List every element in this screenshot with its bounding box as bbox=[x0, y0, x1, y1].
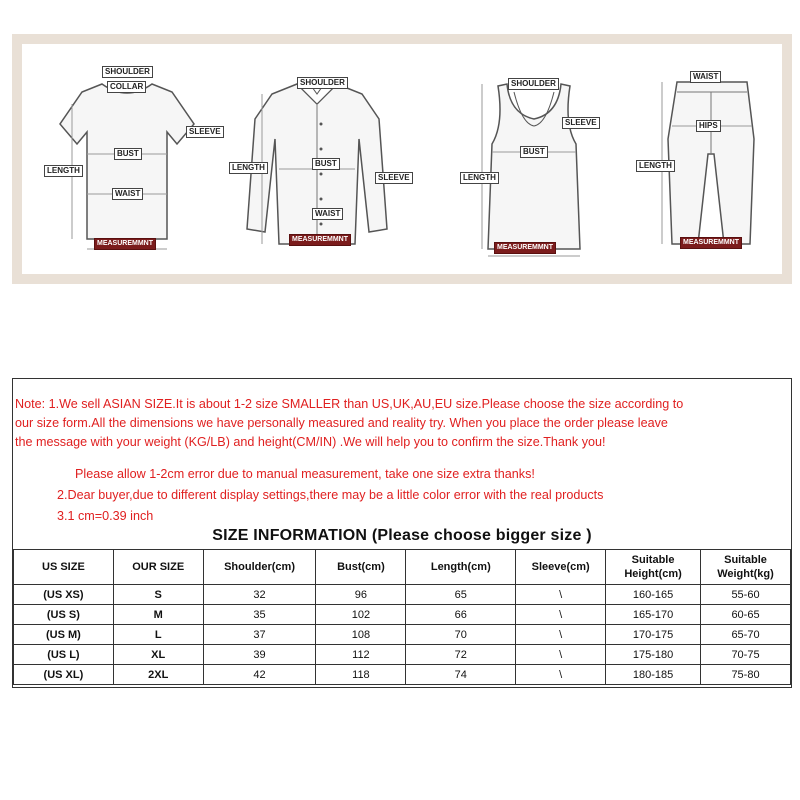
header-height-line1: Suitable bbox=[631, 554, 675, 566]
cell-us: (US XL) bbox=[14, 665, 114, 685]
header-height-line2: Height(cm) bbox=[624, 568, 682, 580]
label-waist: WAIST bbox=[112, 188, 143, 200]
label-waist: WAIST bbox=[312, 208, 343, 220]
label-measurement: MEASUREMMNT bbox=[680, 237, 742, 249]
cell-bust: 112 bbox=[316, 645, 406, 665]
cell-sleeve: \ bbox=[516, 645, 606, 665]
note-line-2: our size form.All the dimensions we have personally measured and reality try. When you place the order please leave bbox=[15, 416, 668, 430]
label-measurement: MEASUREMMNT bbox=[94, 238, 156, 250]
header-shoulder: Shoulder(cm) bbox=[203, 550, 316, 585]
table-row bbox=[14, 665, 791, 685]
cell-sleeve: \ bbox=[516, 665, 606, 685]
size-table-title: SIZE INFORMATION (Please choose bigger size ) bbox=[212, 527, 592, 544]
cell-us: (US S) bbox=[14, 605, 114, 625]
cell-height: 170-175 bbox=[606, 625, 701, 645]
note-line-1: Note: 1.We sell ASIAN SIZE.It is about 1-2 size SMALLER than US,UK,AU,EU size.Please choose the size according to bbox=[15, 397, 684, 411]
header-bust: Bust(cm) bbox=[316, 550, 406, 585]
label-measurement: MEASUREMMNT bbox=[494, 242, 556, 254]
label-bust: BUST bbox=[520, 146, 548, 158]
header-us-size: US SIZE bbox=[14, 550, 114, 585]
label-length: LENGTH bbox=[229, 162, 268, 174]
cell-bust: 102 bbox=[316, 605, 406, 625]
cell-shoulder: 35 bbox=[203, 605, 316, 625]
size-information-panel bbox=[12, 378, 792, 688]
cell-height: 175-180 bbox=[606, 645, 701, 665]
cell-height: 180-185 bbox=[606, 665, 701, 685]
note-line-4: Please allow 1-2cm error due to manual measurement, take one size extra thanks! bbox=[75, 467, 535, 481]
label-bust: BUST bbox=[312, 158, 340, 170]
label-length: LENGTH bbox=[636, 160, 675, 172]
cell-our: S bbox=[113, 585, 203, 605]
cell-sleeve: \ bbox=[516, 585, 606, 605]
cell-our: 2XL bbox=[113, 665, 203, 685]
cell-weight: 75-80 bbox=[701, 665, 791, 685]
size-table bbox=[13, 549, 791, 685]
cell-shoulder: 42 bbox=[203, 665, 316, 685]
cell-length: 66 bbox=[406, 605, 516, 625]
header-sleeve: Sleeve(cm) bbox=[516, 550, 606, 585]
table-row bbox=[14, 605, 791, 625]
cell-us: (US M) bbox=[14, 625, 114, 645]
shirt-diagram bbox=[227, 44, 410, 274]
table-body bbox=[14, 585, 791, 685]
header-our-size: OUR SIZE bbox=[113, 550, 203, 585]
cell-height: 165-170 bbox=[606, 605, 701, 625]
label-measurement: MEASUREMMNT bbox=[289, 234, 351, 246]
label-shoulder: SHOULDER bbox=[508, 78, 559, 90]
cell-us: (US XS) bbox=[14, 585, 114, 605]
cell-weight: 55-60 bbox=[701, 585, 791, 605]
table-row bbox=[14, 585, 791, 605]
label-bust: BUST bbox=[114, 148, 142, 160]
table-row bbox=[14, 625, 791, 645]
note-line-6: 3.1 cm=0.39 inch bbox=[57, 509, 154, 523]
cell-length: 74 bbox=[406, 665, 516, 685]
header-weight bbox=[701, 550, 791, 585]
label-shoulder: SHOULDER bbox=[102, 66, 153, 78]
label-sleeve: SLEEVE bbox=[186, 126, 224, 138]
cell-our: XL bbox=[113, 645, 203, 665]
pants-diagram bbox=[632, 44, 792, 274]
cell-weight: 60-65 bbox=[701, 605, 791, 625]
garment-diagram-banner bbox=[12, 34, 792, 284]
label-collar: COLLAR bbox=[107, 81, 146, 93]
label-waist: WAIST bbox=[690, 71, 721, 83]
table-header-row bbox=[14, 550, 791, 585]
tank-top-diagram bbox=[442, 44, 622, 274]
label-sleeve: SLEEVE bbox=[375, 172, 413, 184]
tshirt-diagram bbox=[42, 44, 221, 274]
cell-shoulder: 32 bbox=[203, 585, 316, 605]
cell-our: L bbox=[113, 625, 203, 645]
label-shoulder: SHOULDER bbox=[297, 77, 348, 89]
header-length: Length(cm) bbox=[406, 550, 516, 585]
table-row bbox=[14, 645, 791, 665]
cell-shoulder: 39 bbox=[203, 645, 316, 665]
cell-length: 72 bbox=[406, 645, 516, 665]
cell-height: 160-165 bbox=[606, 585, 701, 605]
label-sleeve: SLEEVE bbox=[562, 117, 600, 129]
cell-shoulder: 37 bbox=[203, 625, 316, 645]
label-hips: HIPS bbox=[696, 120, 721, 132]
cell-bust: 118 bbox=[316, 665, 406, 685]
label-length: LENGTH bbox=[44, 165, 83, 177]
note-line-5: 2.Dear buyer,due to different display settings,there may be a little color error with the real products bbox=[57, 488, 604, 502]
header-weight-line2: Weight(kg) bbox=[717, 568, 774, 580]
header-weight-line1: Suitable bbox=[724, 554, 767, 566]
cell-sleeve: \ bbox=[516, 605, 606, 625]
cell-sleeve: \ bbox=[516, 625, 606, 645]
cell-bust: 108 bbox=[316, 625, 406, 645]
cell-weight: 65-70 bbox=[701, 625, 791, 645]
cell-length: 70 bbox=[406, 625, 516, 645]
cell-bust: 96 bbox=[316, 585, 406, 605]
cell-our: M bbox=[113, 605, 203, 625]
cell-us: (US L) bbox=[14, 645, 114, 665]
diagram-panel bbox=[22, 44, 782, 274]
label-length: LENGTH bbox=[460, 172, 499, 184]
note-line-3: the message with your weight (KG/LB) and height(CM/IN) .We will help you to confirm the size.Thank you! bbox=[15, 435, 606, 449]
header-height bbox=[606, 550, 701, 585]
cell-weight: 70-75 bbox=[701, 645, 791, 665]
cell-length: 65 bbox=[406, 585, 516, 605]
